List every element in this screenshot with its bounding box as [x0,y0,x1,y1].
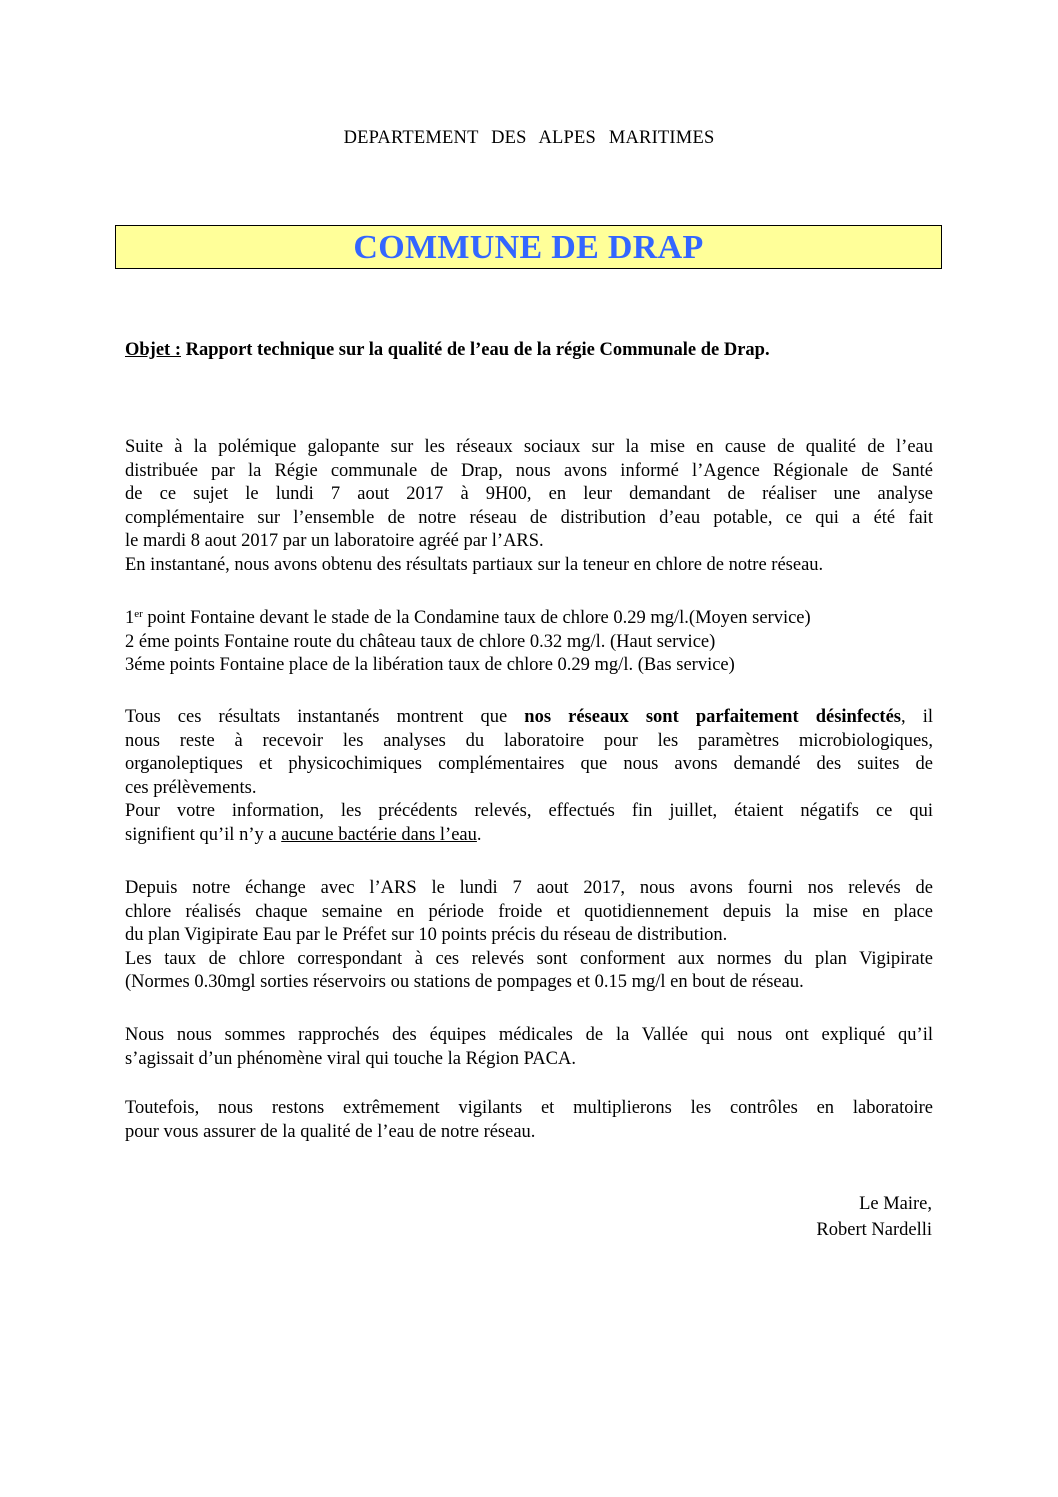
paragraph-line: distribuée par la Régie communale de Drap, nous avons informé l’Agence Régionale de Santé [125,460,933,481]
paragraph-line: chlore réalisés chaque semaine en période froide et quotidiennement depuis la mise en place [125,901,933,922]
paragraph-line: Nous nous sommes rapprochés des équipes médicales de la Vallée qui nous ont expliqué qu’il [125,1025,933,1045]
signature-block [816,1191,932,1243]
paragraph-line: complémentaire sur l’ensemble de notre réseau de distribution d’eau potable, ce qui a été fait [125,507,933,528]
paragraph-line: pour vous assurer de la qualité de l’eau de notre réseau. [125,1121,536,1142]
point-1 [125,607,933,631]
paragraph-line: de ce sujet le lundi 7 aout 2017 à 9H00, en leur demandant de réaliser une analyse [125,484,933,504]
point-1-number: 1 [125,608,135,628]
paragraph-2 [125,706,933,847]
paragraph-1 [125,436,933,577]
paragraph-line: Pour votre information, les précédents relevés, effectués fin juillet, étaient négatifs ce qui [125,801,933,821]
point-1-text: point Fontaine devant le stade de la Condamine taux de chlore 0.29 mg/l.(Moyen service) [142,608,811,628]
point-3: 3éme points Fontaine place de la libération taux de chlore 0.29 mg/l. (Bas service) [125,655,735,675]
paragraph-line: Toutefois, nous restons extrêmement vigilants et multiplierons les contrôles en laboratoire [125,1098,933,1118]
paragraph-line: nous reste à recevoir les analyses du laboratoire pour les paramètres microbiologiques, [125,730,933,751]
commune-title: COMMUNE DE DRAP [353,229,704,266]
emphasis-text: nos réseaux sont parfaitement désinfectés [524,707,901,727]
paragraph-line: Tous ces résultats instantanés montrent que nos réseaux sont parfaitement désinfectés, il [125,707,933,727]
subject-label: Objet : [125,340,181,360]
paragraph-line: s’agissait d’un phénomène viral qui touche la Région PACA. [125,1048,576,1069]
paragraph-line: Les taux de chlore correspondant à ces relevés sont conforment aux normes du plan Vigipirate [125,948,933,969]
paragraph-line: ces prélèvements. [125,777,257,798]
underlined-text: aucune bactérie dans l’eau [281,824,477,845]
subject-text: Rapport technique sur la qualité de l’eau de la régie Communale de Drap. [181,340,770,360]
point-2: 2 éme points Fontaine route du château taux de chlore 0.32 mg/l. (Haut service) [125,631,716,652]
paragraph-line: Depuis notre échange avec l’ARS le lundi 7 aout 2017, nous avons fourni nos relevés de [125,878,933,898]
signature-title: Le Maire, [859,1194,932,1214]
paragraph-line: Suite à la polémique galopante sur les réseaux sociaux sur la mise en cause de qualité de l’eau [125,437,933,457]
department-heading: DEPARTEMENT DES ALPES MARITIMES [343,128,715,148]
paragraph-4 [125,1024,933,1071]
paragraph-line: du plan Vigipirate Eau par le Préfet sur 10 points précis du réseau de distribution. [125,925,728,945]
commune-banner [115,225,942,269]
signature-name: Robert Nardelli [816,1220,932,1240]
paragraph-5 [125,1097,933,1144]
paragraph-line: organoleptiques et physicochimiques complémentaires que nous avons demandé des suites de [125,754,933,774]
chlorine-points-list [125,607,933,678]
paragraph-line: signifient qu’il n’y a aucune bactérie dans l’eau. [125,824,482,845]
paragraph-line: le mardi 8 aout 2017 par un laboratoire agréé par l’ARS. [125,531,544,551]
point-1-ordinal: er [134,608,143,620]
paragraph-line: (Normes 0.30mgl sorties réservoirs ou stations de pompages et 0.15 mg/l en bout de réseau. [125,972,804,992]
subject-line [125,340,770,361]
paragraph-3 [125,877,933,995]
paragraph-line: En instantané, nous avons obtenu des résultats partiaux sur la teneur en chlore de notre réseau. [125,554,824,575]
